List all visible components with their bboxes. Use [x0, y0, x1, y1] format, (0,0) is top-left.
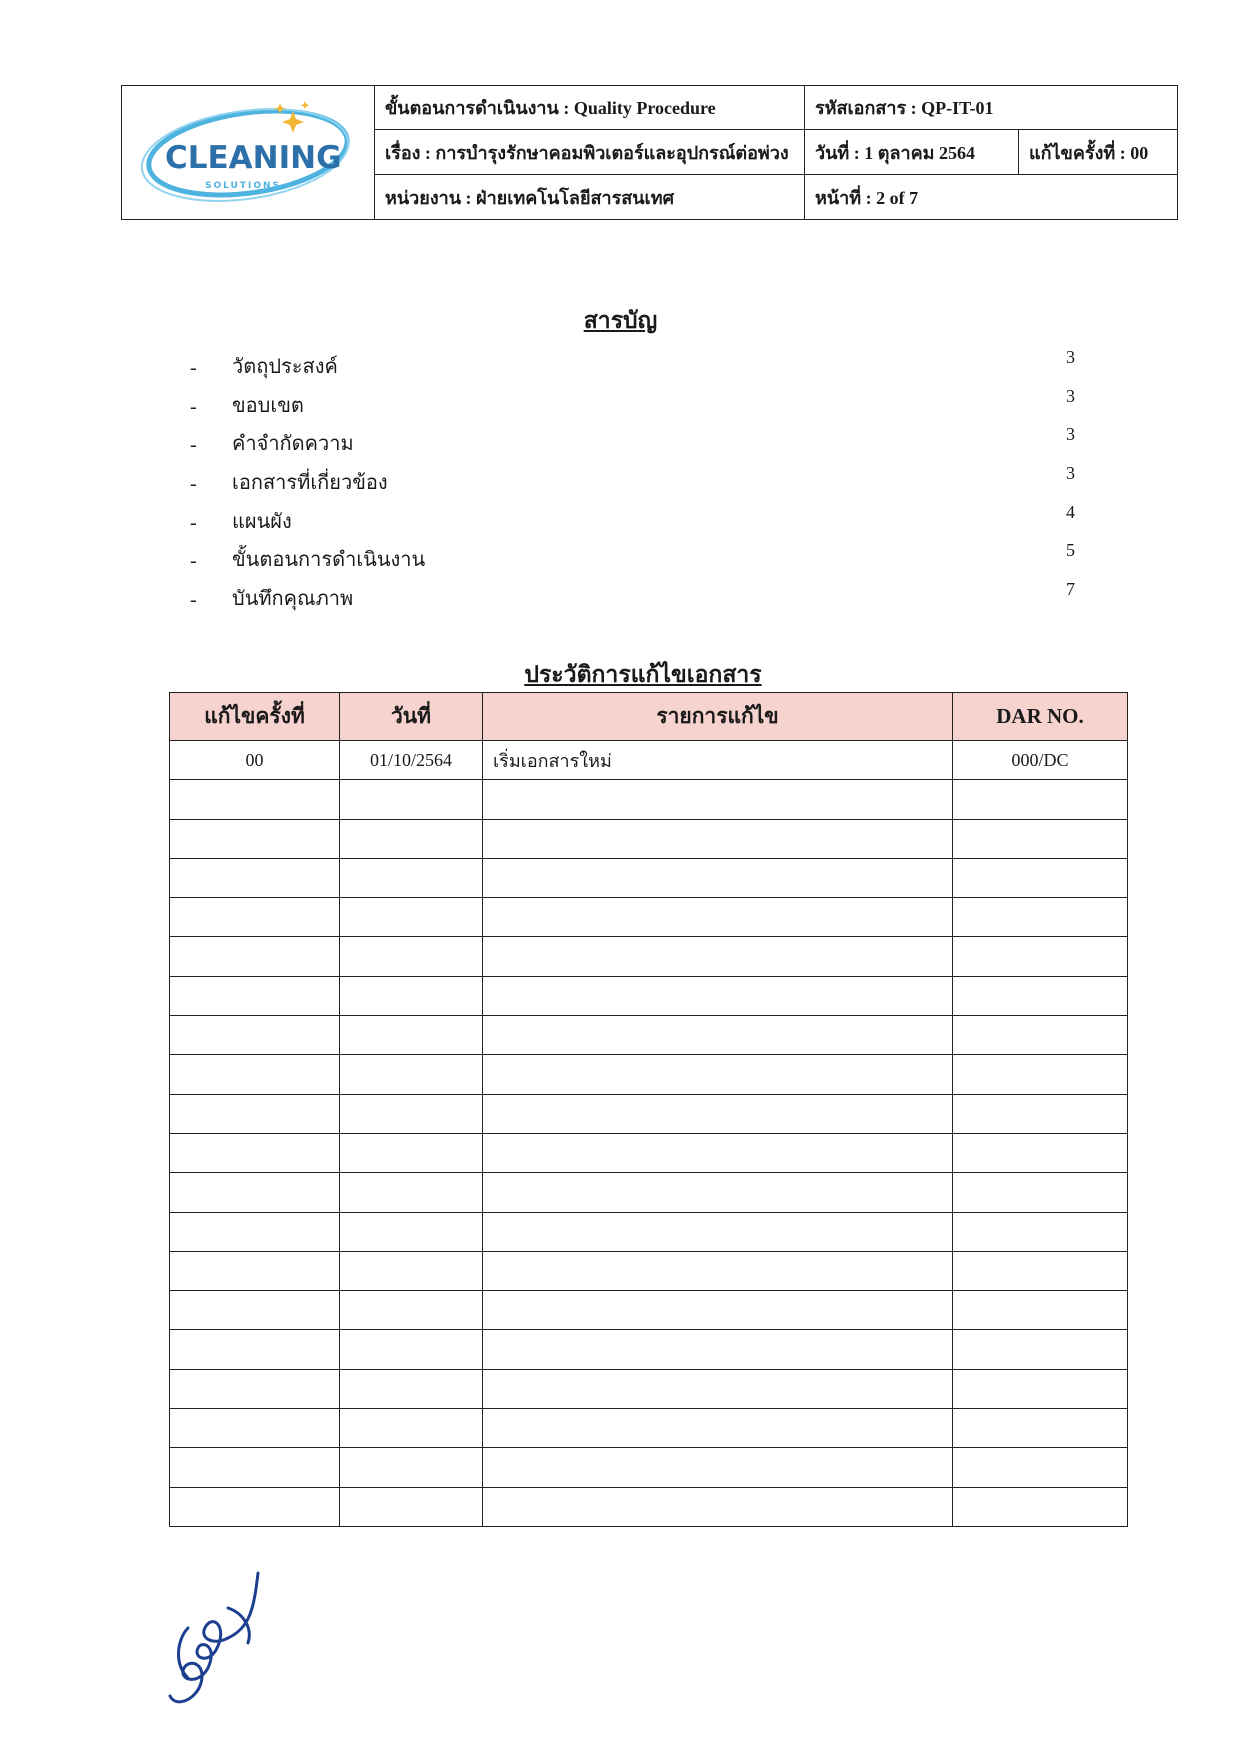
date-cell	[340, 1487, 483, 1526]
date-cell	[340, 1173, 483, 1212]
toc-item	[190, 577, 1090, 616]
toc-item-label: ขั้นตอนการดำเนินงาน	[232, 549, 426, 572]
details-cell	[483, 1173, 953, 1212]
empty-table-row	[170, 780, 1128, 819]
toc-item-page: 5	[1066, 540, 1075, 561]
toc-item-label: แผนผัง	[232, 510, 292, 533]
column-header-dar-no: DAR NO.	[953, 693, 1128, 741]
empty-table-row	[170, 976, 1128, 1015]
toc-bullet: -	[190, 473, 197, 496]
details-cell	[483, 1448, 953, 1487]
dar-no-cell	[953, 1016, 1128, 1055]
revision-cell: 00	[170, 741, 340, 780]
revision-cell	[170, 1094, 340, 1133]
date-cell	[340, 780, 483, 819]
details-cell	[483, 1291, 953, 1330]
date-cell	[340, 976, 483, 1015]
date-cell	[340, 1133, 483, 1172]
toc-bullet: -	[190, 511, 197, 534]
signature	[158, 1568, 278, 1718]
toc-item-label: ขอบเขต	[232, 394, 304, 417]
revision-cell	[170, 1369, 340, 1408]
date-cell	[340, 1330, 483, 1369]
dar-no-cell	[953, 1291, 1128, 1330]
toc-bullet: -	[190, 357, 197, 379]
details-cell: เริ่มเอกสารใหม่	[483, 741, 953, 780]
toc-bullet: -	[190, 589, 197, 612]
revision-cell	[170, 1016, 340, 1055]
empty-table-row	[170, 1409, 1128, 1448]
details-cell	[483, 976, 953, 1015]
dar-no-cell	[953, 898, 1128, 937]
toc-item	[190, 461, 1090, 500]
details-cell	[483, 1055, 953, 1094]
revision-history-title: ประวัติการแก้ไขเอกสาร	[524, 662, 762, 687]
date-cell	[340, 1448, 483, 1487]
dar-no-cell	[953, 1094, 1128, 1133]
details-cell	[483, 1251, 953, 1290]
empty-table-row	[170, 1448, 1128, 1487]
date-cell	[340, 898, 483, 937]
dar-no-cell	[953, 1409, 1128, 1448]
date-cell	[340, 1409, 483, 1448]
empty-table-row	[170, 937, 1128, 976]
toc-item-label: บันทึกคุณภาพ	[232, 588, 354, 611]
date-cell	[340, 937, 483, 976]
date-cell	[340, 1291, 483, 1330]
dar-no-cell: 000/DC	[953, 741, 1128, 780]
toc-item	[190, 538, 1090, 577]
empty-table-row	[170, 1251, 1128, 1290]
details-cell	[483, 1094, 953, 1133]
document-code: รหัสเอกสาร : QP-IT-01	[805, 86, 1178, 130]
dar-no-cell	[953, 976, 1128, 1015]
dar-no-cell	[953, 1369, 1128, 1408]
table-header-row	[170, 693, 1128, 741]
empty-table-row	[170, 819, 1128, 858]
dar-no-cell	[953, 1448, 1128, 1487]
details-cell	[483, 1330, 953, 1369]
empty-table-row	[170, 898, 1128, 937]
date-cell	[340, 1369, 483, 1408]
empty-table-row	[170, 1094, 1128, 1133]
revision-cell	[170, 898, 340, 937]
revision-cell	[170, 780, 340, 819]
dar-no-cell	[953, 858, 1128, 897]
toc-item	[190, 422, 1090, 461]
revision-cell	[170, 1133, 340, 1172]
dar-no-cell	[953, 1173, 1128, 1212]
revision-cell	[170, 1173, 340, 1212]
subject-label: เรื่อง : การบำรุงรักษาคอมพิวเตอร์และอุปกรณ์ต่อพ่วง	[375, 130, 805, 175]
toc-title: สารบัญ	[583, 308, 658, 333]
cleaning-logo-icon	[133, 93, 363, 213]
date-label: วันที่ : 1 ตุลาคม 2564	[805, 130, 1019, 175]
empty-table-row	[170, 1173, 1128, 1212]
revision-cell	[170, 858, 340, 897]
revision-cell	[170, 937, 340, 976]
toc-item-page: 3	[1066, 347, 1075, 367]
toc-item-label: เอกสารที่เกี่ยวข้อง	[232, 472, 388, 495]
toc-item-label: วัตถุประสงค์	[232, 356, 338, 378]
toc-bullet: -	[190, 550, 197, 573]
details-cell	[483, 1409, 953, 1448]
column-header-details: รายการแก้ไข	[483, 693, 953, 741]
empty-table-row	[170, 1487, 1128, 1526]
dar-no-cell	[953, 937, 1128, 976]
department-label: หน่วยงาน : ฝ่ายเทคโนโลยีสารสนเทศ	[375, 175, 805, 220]
details-cell	[483, 1133, 953, 1172]
toc-item-page: 4	[1066, 501, 1075, 522]
svg-text:CLEANING: CLEANING	[165, 139, 342, 176]
dar-no-cell	[953, 1487, 1128, 1526]
table-row	[170, 741, 1128, 780]
revision-cell	[170, 1212, 340, 1251]
revision-cell	[170, 976, 340, 1015]
dar-no-cell	[953, 1055, 1128, 1094]
toc-item-page: 7	[1066, 579, 1075, 600]
toc-bullet: -	[190, 434, 197, 457]
revision-cell	[170, 819, 340, 858]
revision-cell	[170, 1251, 340, 1290]
details-cell	[483, 819, 953, 858]
empty-table-row	[170, 1369, 1128, 1408]
details-cell	[483, 937, 953, 976]
details-cell	[483, 780, 953, 819]
details-cell	[483, 1212, 953, 1251]
date-cell	[340, 1016, 483, 1055]
revision-cell	[170, 1487, 340, 1526]
column-header-revision: แก้ไขครั้งที่	[170, 693, 340, 741]
revision-label: แก้ไขครั้งที่ : 00	[1019, 130, 1178, 175]
details-cell	[483, 1487, 953, 1526]
date-cell	[340, 1094, 483, 1133]
revision-cell	[170, 1055, 340, 1094]
column-header-date: วันที่	[340, 693, 483, 741]
empty-table-row	[170, 1291, 1128, 1330]
revision-cell	[170, 1448, 340, 1487]
details-cell	[483, 1016, 953, 1055]
date-cell: 01/10/2564	[340, 741, 483, 780]
toc-item-page: 3	[1066, 385, 1075, 406]
details-cell	[483, 858, 953, 897]
toc-list	[190, 345, 1090, 616]
company-logo	[122, 86, 375, 220]
toc-item	[190, 345, 1090, 384]
toc-item-page: 3	[1066, 463, 1075, 484]
date-cell	[340, 1212, 483, 1251]
toc-bullet: -	[190, 395, 197, 418]
empty-table-row	[170, 1016, 1128, 1055]
toc-item	[190, 500, 1090, 539]
empty-table-row	[170, 1212, 1128, 1251]
dar-no-cell	[953, 819, 1128, 858]
date-cell	[340, 1055, 483, 1094]
revision-history-table	[169, 692, 1128, 1527]
empty-table-row	[170, 1330, 1128, 1369]
revision-cell	[170, 1330, 340, 1369]
date-cell	[340, 819, 483, 858]
empty-table-row	[170, 1133, 1128, 1172]
dar-no-cell	[953, 780, 1128, 819]
toc-item-page: 3	[1066, 424, 1075, 445]
revision-cell	[170, 1409, 340, 1448]
revision-cell	[170, 1291, 340, 1330]
dar-no-cell	[953, 1251, 1128, 1290]
page-number: หน้าที่ : 2 of 7	[805, 175, 1178, 220]
document-header	[121, 85, 1178, 220]
procedure-label: ขั้นตอนการดำเนินงาน : Quality Procedure	[375, 86, 805, 130]
dar-no-cell	[953, 1330, 1128, 1369]
details-cell	[483, 898, 953, 937]
details-cell	[483, 1369, 953, 1408]
dar-no-cell	[953, 1212, 1128, 1251]
empty-table-row	[170, 1055, 1128, 1094]
date-cell	[340, 1251, 483, 1290]
dar-no-cell	[953, 1133, 1128, 1172]
svg-text:SOLUTIONS: SOLUTIONS	[205, 180, 282, 191]
toc-item-label: คำจำกัดความ	[232, 433, 354, 456]
date-cell	[340, 858, 483, 897]
toc-item	[190, 384, 1090, 423]
empty-table-row	[170, 858, 1128, 897]
